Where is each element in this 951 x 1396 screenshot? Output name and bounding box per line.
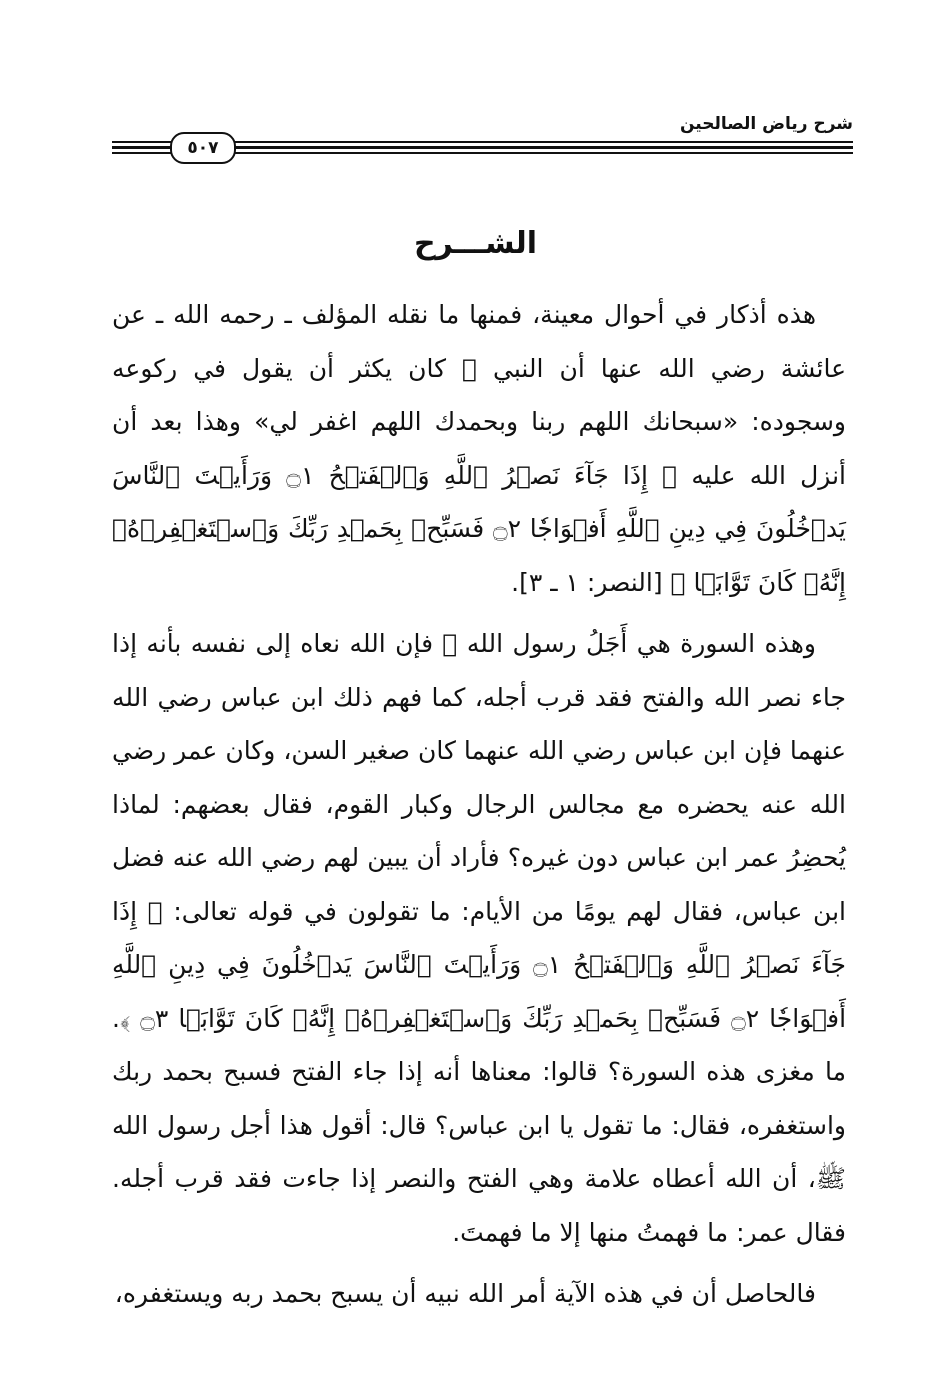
- running-title: شرح رياض الصالحين: [679, 114, 853, 134]
- paragraph: فالحاصل أن في هذه الآية أمر الله نبيه أن يسبح بحمد ربه ويستغفره،: [114, 1279, 816, 1308]
- page-number: ٥٠٧: [170, 132, 236, 164]
- paragraph: هذه أذكار في أحوال معينة، فمنها ما نقله المؤلف ـ رحمه الله ـ عن عائشة رضي الله عنها أن النبي ﷺ كان يكثر أن يقول في ركوعه وسجوده: «سبحانك اللهم ربنا وبحمدك اللهم اغفر لي» وهذا بعد أن أنزل الله عليه ﴿ إِذَا جَآءَ نَصۡرُ ٱللَّهِ وَٱلۡفَتۡحُ ۝١ وَرَأَيۡتَ ٱلنَّاسَ يَدۡخُلُونَ فِي دِينِ ٱللَّهِ أَفۡوَاجٗا ۝٢ فَسَبِّحۡ بِحَمۡدِ رَبِّكَ وَٱسۡتَغۡفِرۡهُۚ إِنَّهُۥ كَانَ تَوَّابَۢا ﴾ [النصر: ١ ـ ٣].: [112, 300, 846, 597]
- page-header: [112, 110, 853, 170]
- body-text: [112, 288, 846, 1321]
- paragraph: وهذه السورة هي أَجَلُ رسول الله ﷺ فإن الله نعاه إلى نفسه بأنه إذا جاء نصر الله والفتح فقد قرب أجله، كما فهم ذلك ابن عباس رضي الله عنهما فإن ابن عباس رضي الله عنهما كان صغير السن، وكان عمر رضي الله عنه يحضره مع مجالس الرجال وكبار القوم، فقال بعضهم: لماذا يُحضِرُ عمر ابن عباس دون غيره؟ فأراد أن يبين لهم رضي الله عنه فضل ابن عباس، فقال لهم يومًا من الأيام: ما تقولون في قوله تعالى: ﴿ إِذَا جَآءَ نَصۡرُ ٱللَّهِ وَٱلۡفَتۡحُ ۝١ وَرَأَيۡتَ ٱلنَّاسَ يَدۡخُلُونَ فِي دِينِ ٱللَّهِ أَفۡوَاجٗا ۝٢ فَسَبِّحۡ بِحَمۡدِ رَبِّكَ وَٱسۡتَغۡفِرۡهُۚ إِنَّهُۥ كَانَ تَوَّابَۢا ۝٣ ﴾. ما مغزى هذه السورة؟ قالوا: معناها أنه إذا جاء الفتح فسبح بحمد ربك واستغفره، فقال: ما تقول يا ابن عباس؟ قال: أقول هذا أجل رسول الله ﷺ، أن الله أعطاه علامة وهي الفتح والنصر إذا جاءت فقد قرب أجله. فقال عمر: ما فهمتُ منها إلا ما فهمتَ.: [112, 629, 847, 1247]
- section-title: الشـــرح: [413, 226, 538, 261]
